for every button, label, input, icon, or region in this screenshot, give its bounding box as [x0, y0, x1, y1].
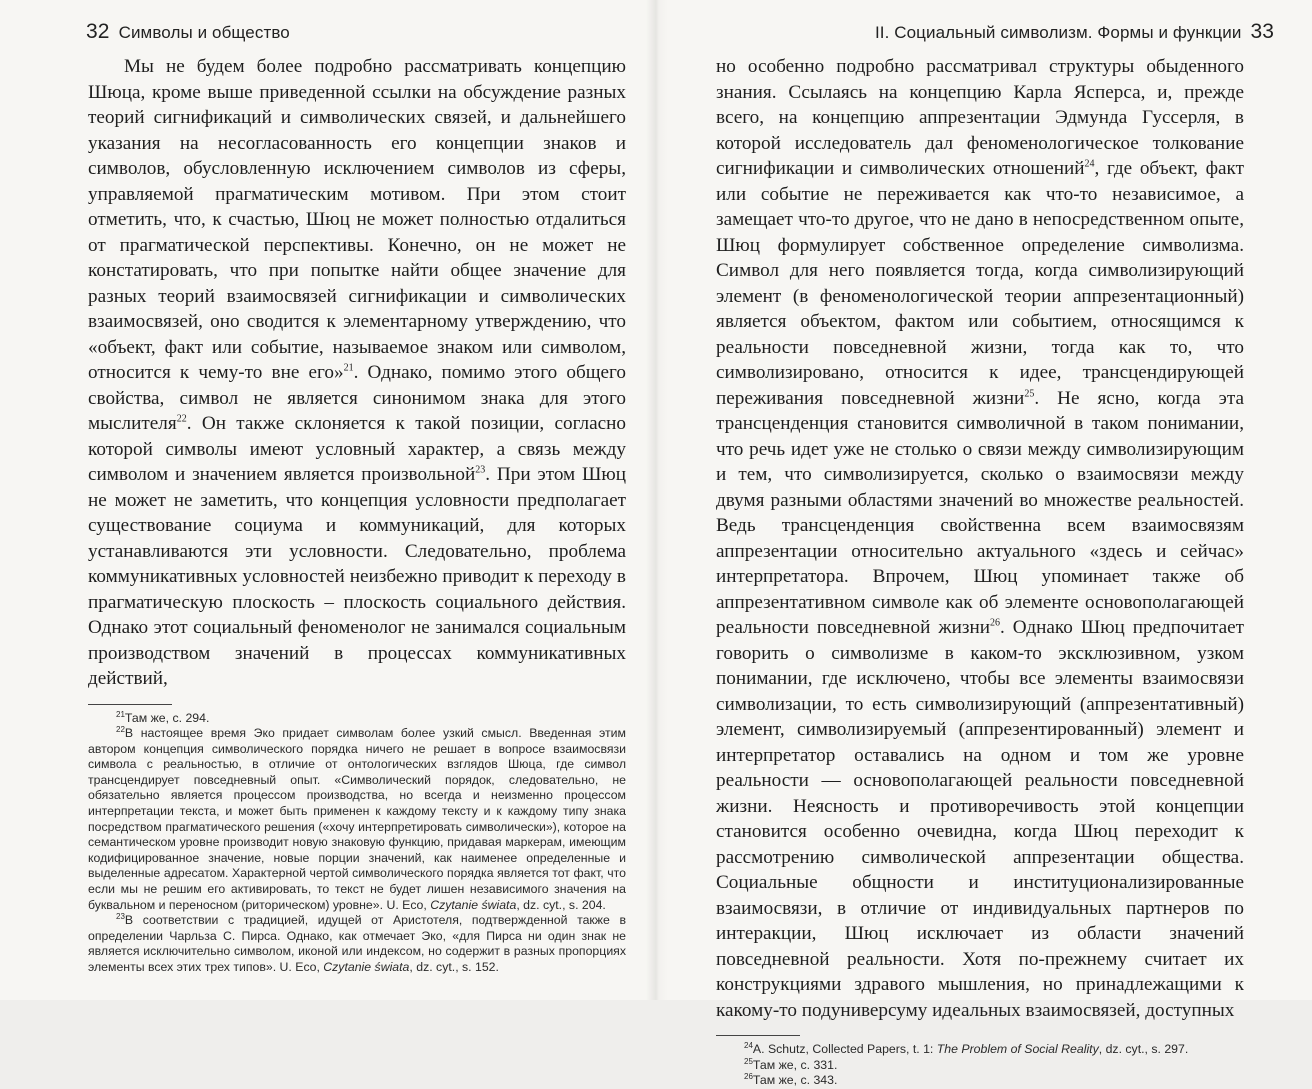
right-body-text: [716, 54, 1244, 1023]
footnote-ref[interactable]: 25: [1024, 388, 1035, 400]
left-running-header: [86, 20, 626, 54]
footnote-number: 23: [116, 912, 125, 922]
footnote-ref[interactable]: 23: [475, 464, 486, 476]
paragraph: Мы не будем более подробно рассматривать концепцию Шюца, кроме выше приведенной ссылки на обсуждение разных теорий сигнификаций и символических связей, и дальнейшего указания на несогласованность его концепции знаков и символов, обусловленную исключением символов из сферы, управляемой прагматическим мотивом. При этом стоит отметить, что, к счастью, Шюц не может полностью отдалиться от прагматической перспективы. Конечно, он не может не констатировать, что при попытке найти общее значение для разных теорий взаимосвязей сигнификации и символических взаимосвязей, оно сводится к элементарному утверждению, что «объект, факт или событие, называемое знаком или символом, относится к чему-то вне его»$^{21}$. Однако, помимо этого общего свойства, символ не является синонимом знака для этого мыслителя$^{22}$. Он также склоняется к такой позиции, согласно которой символы имеют условный характер, а связь между символом и значением является произвольной$^{23}$. При этом Шюц не может не заметить, что концепция условности предполагает существование социума и коммуникаций, для которых устанавливаются эти условности. Следовательно, проблема коммуникативных условностей неизбежно приводит к переходу в прагматическую плоскость – плоскость социального действия. Однако этот социальный феноменолог не занимался социальным производством значений в процессах коммуникативных действий,: [88, 56, 626, 689]
footnote-number: 21: [116, 709, 125, 719]
footnote-divider: [88, 704, 172, 705]
running-head: II. Социальный символизм. Формы и функции: [874, 23, 1242, 42]
footnote-number: 26: [744, 1072, 753, 1082]
book-gutter: [646, 0, 668, 1000]
footnote-ref[interactable]: 24: [1084, 158, 1095, 170]
running-head: Символы и общество: [118, 23, 290, 42]
footnote: $^{26}$Там же, с. 343.: [744, 1072, 838, 1088]
left-page: [0, 0, 656, 1000]
left-footnotes: [88, 711, 626, 976]
footnote-ref[interactable]: 26: [990, 617, 1001, 629]
footnote-number: 22: [116, 725, 125, 734]
paragraph: но особенно подробно рассматривал структуры обыденного знания. Ссылаясь на концепцию Карла Ясперса, и, прежде всего, на концепцию аппрезентации Эдмунда Гуссерля, в которой исследователь дал феноменологическое толкование сигнификации и символических отношений$^{24}$, где объект, факт или событие не переживается как что-то независимое, а замещает что-то другое, что не дано в непосредственном опыте, Шюц формулирует собственное определение символизма. Символ для него появляется тогда, когда символизирующий элемент (в феноменологической теории аппрезентационный) является объектом, фактом или событием, относящимся к реальности повседневной жизни, тогда как то, что символизировано, относится к идее, трансцендирующей переживания повседневной жизни$^{25}$. Не ясно, когда эта трансценденция становится символичной в таком понимании, что речь идет уже не столько о связи между символизирующим и тем, что символизируется, сколько о взаимосвязи между двумя разными областями значений во множестве реальностей. Ведь трансценденция свойственна всем взаимосвязям аппрезентации относительно актуального «здесь и сейчас» интерпретатора. Впрочем, Шюц упоминает также об аппрезентативном символе как об элементе основополагающей реальности повседневной жизни$^{26}$. Однако Шюц предпочитает говорить о символизме в каком-то эксклюзивном, узком понимании, где исключено, чтобы все элементы взаимосвязи символизации, то есть символизирующий (аппрезентативный) элемент, символизируемый (аппрезентированный) элемент и интерпретатор оставались на одном и том же уровне реальности — основополагающей реальности повседневной жизни. Неясность и противоречивость этой концепции становится особенно очевидна, когда Шюц переходит к рассмотрению символической аппрезентации общества. Социальные общности и институционализированные взаимосвязи, в отличие от индивидуальных партнеров по интеракции, Шюц исключает из области значений повседневной реальности. Хотя по-прежнему считает их конструкциями здравого мышления, но принадлежащими к какому-то подуниверсуму идеальных взаимосвязей, доступных: [716, 56, 1244, 1021]
right-running-header: [716, 20, 1274, 54]
footnote-divider: [716, 1035, 800, 1036]
right-footnotes: [716, 1042, 1244, 1089]
left-body-text: [88, 54, 626, 692]
footnote: $^{23}$В соответствии с традицией, идущей от Аристотеля, подтвержденной также в определении Чарльза С. Пирса. Однако, как отмечает Эко, «для Пирса ни один знак не является исключительно символом, иконой или индексом, но содержит в разных пропорциях элементы всех этих трех типов». U. Eco, Czytanie świata, dz. cyt., s. 152.: [88, 912, 626, 974]
footnote-number: 24: [744, 1040, 753, 1050]
footnote: $^{25}$Там же, с. 331.: [744, 1056, 838, 1072]
page-number: 32: [86, 20, 110, 43]
footnote-ref[interactable]: 22: [176, 413, 187, 425]
footnote-number: 25: [744, 1056, 753, 1066]
footnote: $^{21}$Там же, с. 294.: [116, 709, 210, 725]
footnote-ref[interactable]: 21: [343, 362, 354, 374]
page-number: 33: [1250, 20, 1274, 43]
footnote: $^{24}$A. Schutz, Collected Papers, t. 1: The Problem of Social Reality, dz. cyt., s. 297.: [744, 1040, 1189, 1056]
right-page: [656, 0, 1312, 1088]
footnote: $^{22}$В настоящее время Эко придает символам более узкий смысл. Введенная этим автором концепция символического порядка ничего не решает в вопросе взаимосвязи символа с реальностью, в отличие от онтологических взглядов Шюца, где символ трансцендирует повседневный опыт. «Символический порядок, следовательно, не обязательно является процессом производства, но всегда и неизменно процессом интерпретации текста, и может быть применен к каждому тексту и к каждому типу знака посредством прагматического решения («хочу интерпретировать символически»), которое на семантическом уровне производит новую знаковую функцию, придавая маркерам, имеющим кодифицированное значение, новые порции значений, как наименее определенные и выделенные адресатом. Характерной чертой символического порядка является тот факт, что если мы не решим его активировать, то текст не будет лишен независимого значения на буквальном и переносном (риторическом) уровне». U. Eco, Czytanie świata, dz. cyt., s. 204.: [88, 725, 626, 912]
